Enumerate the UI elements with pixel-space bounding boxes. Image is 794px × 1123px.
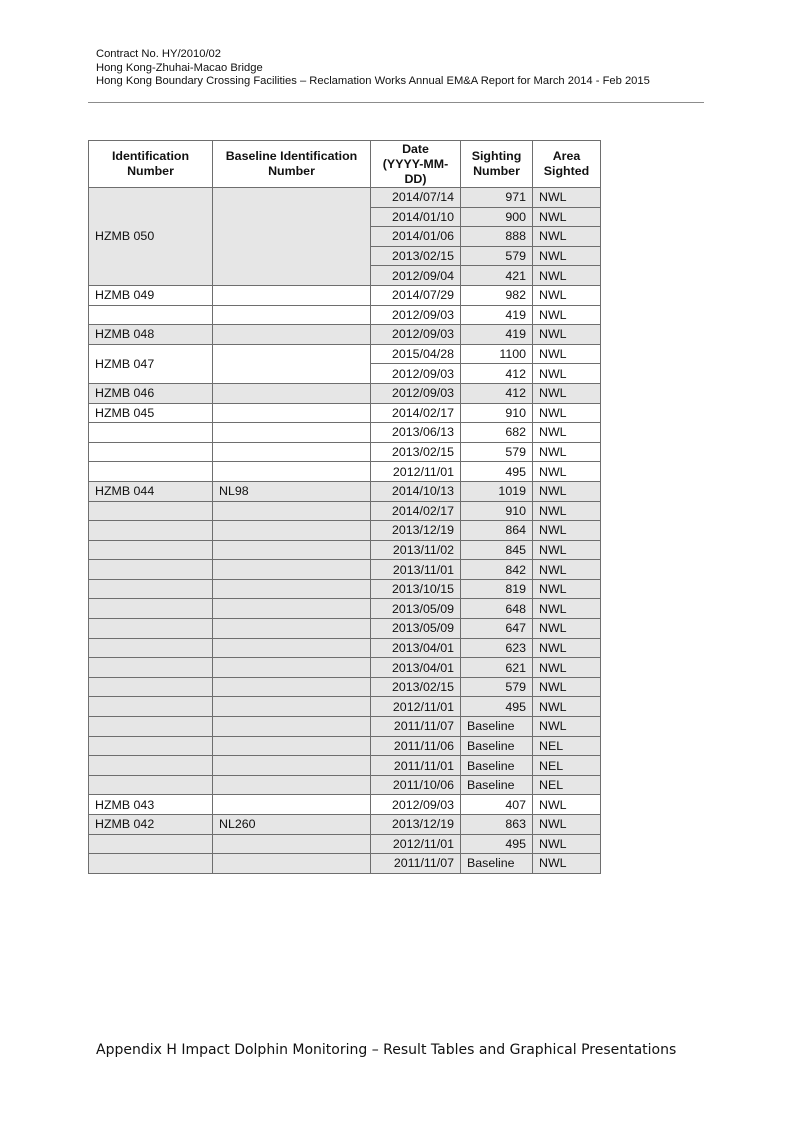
area-cell: NWL xyxy=(533,364,601,384)
table-header-row xyxy=(89,141,601,188)
table-row xyxy=(89,423,601,443)
sighting-cell: 407 xyxy=(461,795,533,815)
identification-cell xyxy=(89,560,213,580)
header-contract-line: Contract No. HY/2010/02 xyxy=(96,48,221,60)
table-row xyxy=(89,717,601,737)
identification-cell xyxy=(89,854,213,874)
baseline-cell xyxy=(213,775,371,795)
date-cell: 2011/11/06 xyxy=(371,736,461,756)
sighting-cell: 419 xyxy=(461,305,533,325)
table-body xyxy=(89,188,601,874)
area-cell: NWL xyxy=(533,325,601,345)
table-row xyxy=(89,481,601,501)
area-cell: NWL xyxy=(533,579,601,599)
baseline-cell xyxy=(213,717,371,737)
date-cell: 2013/02/15 xyxy=(371,246,461,266)
date-cell: 2011/10/06 xyxy=(371,775,461,795)
baseline-cell xyxy=(213,619,371,639)
area-cell: NWL xyxy=(533,188,601,208)
col-header-line: Number xyxy=(127,164,174,178)
table-row xyxy=(89,305,601,325)
area-cell: NWL xyxy=(533,560,601,580)
table-row xyxy=(89,285,601,305)
table-row xyxy=(89,501,601,521)
baseline-cell xyxy=(213,403,371,423)
header-report-line: Hong Kong Boundary Crossing Facilities – Reclamation Works Annual EM&A Report for March 2014 - Feb 2015 xyxy=(96,75,650,88)
area-cell: NWL xyxy=(533,305,601,325)
sighting-cell: 900 xyxy=(461,207,533,227)
col-header-line: Area xyxy=(552,149,581,163)
baseline-cell xyxy=(213,638,371,658)
baseline-cell xyxy=(213,383,371,403)
table-row xyxy=(89,560,601,580)
col-header-line: DD) xyxy=(404,171,427,186)
baseline-cell xyxy=(213,540,371,560)
identification-cell xyxy=(89,775,213,795)
identification-cell: HZMB 047 xyxy=(89,344,213,383)
table-row xyxy=(89,815,601,835)
baseline-cell xyxy=(213,521,371,541)
date-cell: 2013/06/13 xyxy=(371,423,461,443)
identification-cell xyxy=(89,442,213,462)
page-header xyxy=(96,48,706,89)
sighting-cell: 495 xyxy=(461,834,533,854)
area-cell: NWL xyxy=(533,423,601,443)
date-cell: 2013/12/19 xyxy=(371,521,461,541)
area-cell: NWL xyxy=(533,207,601,227)
baseline-cell xyxy=(213,325,371,345)
table-row xyxy=(89,188,601,208)
area-cell: NEL xyxy=(533,756,601,776)
table-row xyxy=(89,736,601,756)
date-cell: 2014/01/06 xyxy=(371,227,461,247)
baseline-cell xyxy=(213,560,371,580)
area-cell: NWL xyxy=(533,285,601,305)
identification-cell: HZMB 049 xyxy=(89,285,213,305)
area-cell: NWL xyxy=(533,266,601,286)
baseline-cell xyxy=(213,756,371,776)
identification-cell xyxy=(89,423,213,443)
date-cell: 2013/11/02 xyxy=(371,540,461,560)
date-cell: 2013/11/01 xyxy=(371,560,461,580)
col-header-baseline xyxy=(213,141,371,188)
table-row xyxy=(89,619,601,639)
sighting-cell: Baseline xyxy=(461,775,533,795)
area-cell: NEL xyxy=(533,775,601,795)
date-cell: 2012/11/01 xyxy=(371,462,461,482)
baseline-cell xyxy=(213,305,371,325)
area-cell: NWL xyxy=(533,481,601,501)
date-cell: 2013/05/09 xyxy=(371,619,461,639)
identification-cell xyxy=(89,658,213,678)
date-cell: 2011/11/07 xyxy=(371,854,461,874)
col-header-line: Baseline Identification xyxy=(225,149,358,163)
date-cell: 2014/02/17 xyxy=(371,501,461,521)
area-cell: NWL xyxy=(533,834,601,854)
sighting-cell: 682 xyxy=(461,423,533,443)
sighting-cell: 910 xyxy=(461,403,533,423)
area-cell: NWL xyxy=(533,854,601,874)
date-cell: 2013/04/01 xyxy=(371,658,461,678)
date-cell: 2012/09/03 xyxy=(371,364,461,384)
sighting-cell: 647 xyxy=(461,619,533,639)
area-cell: NWL xyxy=(533,501,601,521)
date-cell: 2013/10/15 xyxy=(371,579,461,599)
identification-cell xyxy=(89,736,213,756)
table-row xyxy=(89,383,601,403)
sighting-cell: Baseline xyxy=(461,717,533,737)
baseline-cell xyxy=(213,697,371,717)
baseline-cell xyxy=(213,423,371,443)
col-header-line: Identification xyxy=(111,149,190,163)
sighting-cell: 910 xyxy=(461,501,533,521)
sighting-cell: 495 xyxy=(461,697,533,717)
table-row xyxy=(89,658,601,678)
date-cell: 2014/10/13 xyxy=(371,481,461,501)
table-row xyxy=(89,599,601,619)
sighting-cell: 1100 xyxy=(461,344,533,364)
identification-cell: HZMB 045 xyxy=(89,403,213,423)
table-row xyxy=(89,638,601,658)
identification-cell: HZMB 046 xyxy=(89,383,213,403)
table-row xyxy=(89,403,601,423)
date-cell: 2012/09/03 xyxy=(371,305,461,325)
col-header-line: Sighting xyxy=(471,149,522,163)
sighting-cell: 579 xyxy=(461,442,533,462)
identification-cell xyxy=(89,501,213,521)
baseline-cell xyxy=(213,501,371,521)
baseline-cell xyxy=(213,834,371,854)
col-header-line: Number xyxy=(268,164,315,178)
table-row xyxy=(89,462,601,482)
date-cell: 2011/11/07 xyxy=(371,717,461,737)
area-cell: NWL xyxy=(533,697,601,717)
sighting-cell: 971 xyxy=(461,188,533,208)
area-cell: NWL xyxy=(533,246,601,266)
table-row xyxy=(89,697,601,717)
col-header-identification xyxy=(89,141,213,188)
baseline-cell xyxy=(213,188,371,286)
sighting-cell: 421 xyxy=(461,266,533,286)
sighting-cell: 864 xyxy=(461,521,533,541)
area-cell: NWL xyxy=(533,717,601,737)
identification-cell xyxy=(89,579,213,599)
sighting-cell: 982 xyxy=(461,285,533,305)
date-cell: 2014/01/10 xyxy=(371,207,461,227)
identification-cell xyxy=(89,540,213,560)
table-row xyxy=(89,756,601,776)
date-cell: 2014/07/29 xyxy=(371,285,461,305)
col-header-line: Sighted xyxy=(543,164,590,178)
baseline-cell xyxy=(213,795,371,815)
baseline-cell xyxy=(213,658,371,678)
identification-cell xyxy=(89,756,213,776)
identification-cell xyxy=(89,697,213,717)
baseline-cell xyxy=(213,442,371,462)
area-cell: NWL xyxy=(533,403,601,423)
baseline-cell xyxy=(213,579,371,599)
date-cell: 2014/02/17 xyxy=(371,403,461,423)
identification-cell xyxy=(89,638,213,658)
date-cell: 2011/11/01 xyxy=(371,756,461,776)
col-header-date xyxy=(371,141,461,188)
table-row xyxy=(89,344,601,364)
sighting-cell: 495 xyxy=(461,462,533,482)
identification-cell xyxy=(89,834,213,854)
area-cell: NWL xyxy=(533,619,601,639)
baseline-cell xyxy=(213,599,371,619)
identification-cell xyxy=(89,521,213,541)
identification-cell xyxy=(89,305,213,325)
identification-cell: HZMB 044 xyxy=(89,481,213,501)
area-cell: NWL xyxy=(533,227,601,247)
table-row xyxy=(89,795,601,815)
baseline-cell xyxy=(213,854,371,874)
identification-cell: HZMB 042 xyxy=(89,815,213,835)
sighting-cell: Baseline xyxy=(461,756,533,776)
identification-cell: HZMB 050 xyxy=(89,188,213,286)
baseline-cell xyxy=(213,285,371,305)
baseline-cell: NL260 xyxy=(213,815,371,835)
identification-cell xyxy=(89,677,213,697)
table-row xyxy=(89,677,601,697)
identification-cell xyxy=(89,619,213,639)
sighting-cell: 888 xyxy=(461,227,533,247)
area-cell: NWL xyxy=(533,462,601,482)
date-cell: 2013/04/01 xyxy=(371,638,461,658)
sighting-cell: 863 xyxy=(461,815,533,835)
date-cell: 2013/05/09 xyxy=(371,599,461,619)
date-cell: 2012/09/03 xyxy=(371,325,461,345)
col-header-line: Number xyxy=(473,164,520,178)
baseline-cell xyxy=(213,344,371,383)
col-header-area xyxy=(533,141,601,188)
sighting-cell: 845 xyxy=(461,540,533,560)
area-cell: NWL xyxy=(533,795,601,815)
sighting-cell: 842 xyxy=(461,560,533,580)
table-row xyxy=(89,521,601,541)
area-cell: NWL xyxy=(533,677,601,697)
sighting-cell: 579 xyxy=(461,677,533,697)
date-cell: 2012/09/03 xyxy=(371,383,461,403)
date-cell: 2013/02/15 xyxy=(371,442,461,462)
date-cell: 2012/11/01 xyxy=(371,834,461,854)
sighting-cell: 419 xyxy=(461,325,533,345)
col-header-line: Date xyxy=(402,141,429,156)
header-project-line: Hong Kong-Zhuhai-Macao Bridge xyxy=(96,61,263,74)
sighting-cell: 412 xyxy=(461,383,533,403)
date-cell: 2012/09/04 xyxy=(371,266,461,286)
table-row xyxy=(89,325,601,345)
identification-cell: HZMB 043 xyxy=(89,795,213,815)
identification-cell xyxy=(89,717,213,737)
identification-cell xyxy=(89,462,213,482)
table-row xyxy=(89,854,601,874)
identification-cell: HZMB 048 xyxy=(89,325,213,345)
date-cell: 2013/12/19 xyxy=(371,815,461,835)
area-cell: NWL xyxy=(533,815,601,835)
identification-cell xyxy=(89,599,213,619)
col-header-line: (YYYY-MM- xyxy=(382,156,449,171)
area-cell: NEL xyxy=(533,736,601,756)
area-cell: NWL xyxy=(533,521,601,541)
baseline-cell xyxy=(213,462,371,482)
sighting-cell: 819 xyxy=(461,579,533,599)
sighting-cell: 1019 xyxy=(461,481,533,501)
sighting-cell: 412 xyxy=(461,364,533,384)
page-footer: Appendix H Impact Dolphin Monitoring – Result Tables and Graphical Presentations xyxy=(96,1042,677,1058)
sighting-cell: 579 xyxy=(461,246,533,266)
date-cell: 2013/02/15 xyxy=(371,677,461,697)
table-row xyxy=(89,442,601,462)
sighting-table xyxy=(88,140,601,874)
date-cell: 2012/09/03 xyxy=(371,795,461,815)
area-cell: NWL xyxy=(533,599,601,619)
table-row xyxy=(89,775,601,795)
sighting-cell: 623 xyxy=(461,638,533,658)
table-row xyxy=(89,579,601,599)
area-cell: NWL xyxy=(533,442,601,462)
sighting-cell: 621 xyxy=(461,658,533,678)
baseline-cell: NL98 xyxy=(213,481,371,501)
date-cell: 2012/11/01 xyxy=(371,697,461,717)
area-cell: NWL xyxy=(533,540,601,560)
table-row xyxy=(89,834,601,854)
area-cell: NWL xyxy=(533,638,601,658)
date-cell: 2015/04/28 xyxy=(371,344,461,364)
area-cell: NWL xyxy=(533,344,601,364)
sighting-cell: 648 xyxy=(461,599,533,619)
area-cell: NWL xyxy=(533,383,601,403)
header-divider xyxy=(88,102,704,103)
table-row xyxy=(89,540,601,560)
col-header-sighting xyxy=(461,141,533,188)
baseline-cell xyxy=(213,736,371,756)
sighting-cell: Baseline xyxy=(461,854,533,874)
baseline-cell xyxy=(213,677,371,697)
date-cell: 2014/07/14 xyxy=(371,188,461,208)
area-cell: NWL xyxy=(533,658,601,678)
sighting-cell: Baseline xyxy=(461,736,533,756)
